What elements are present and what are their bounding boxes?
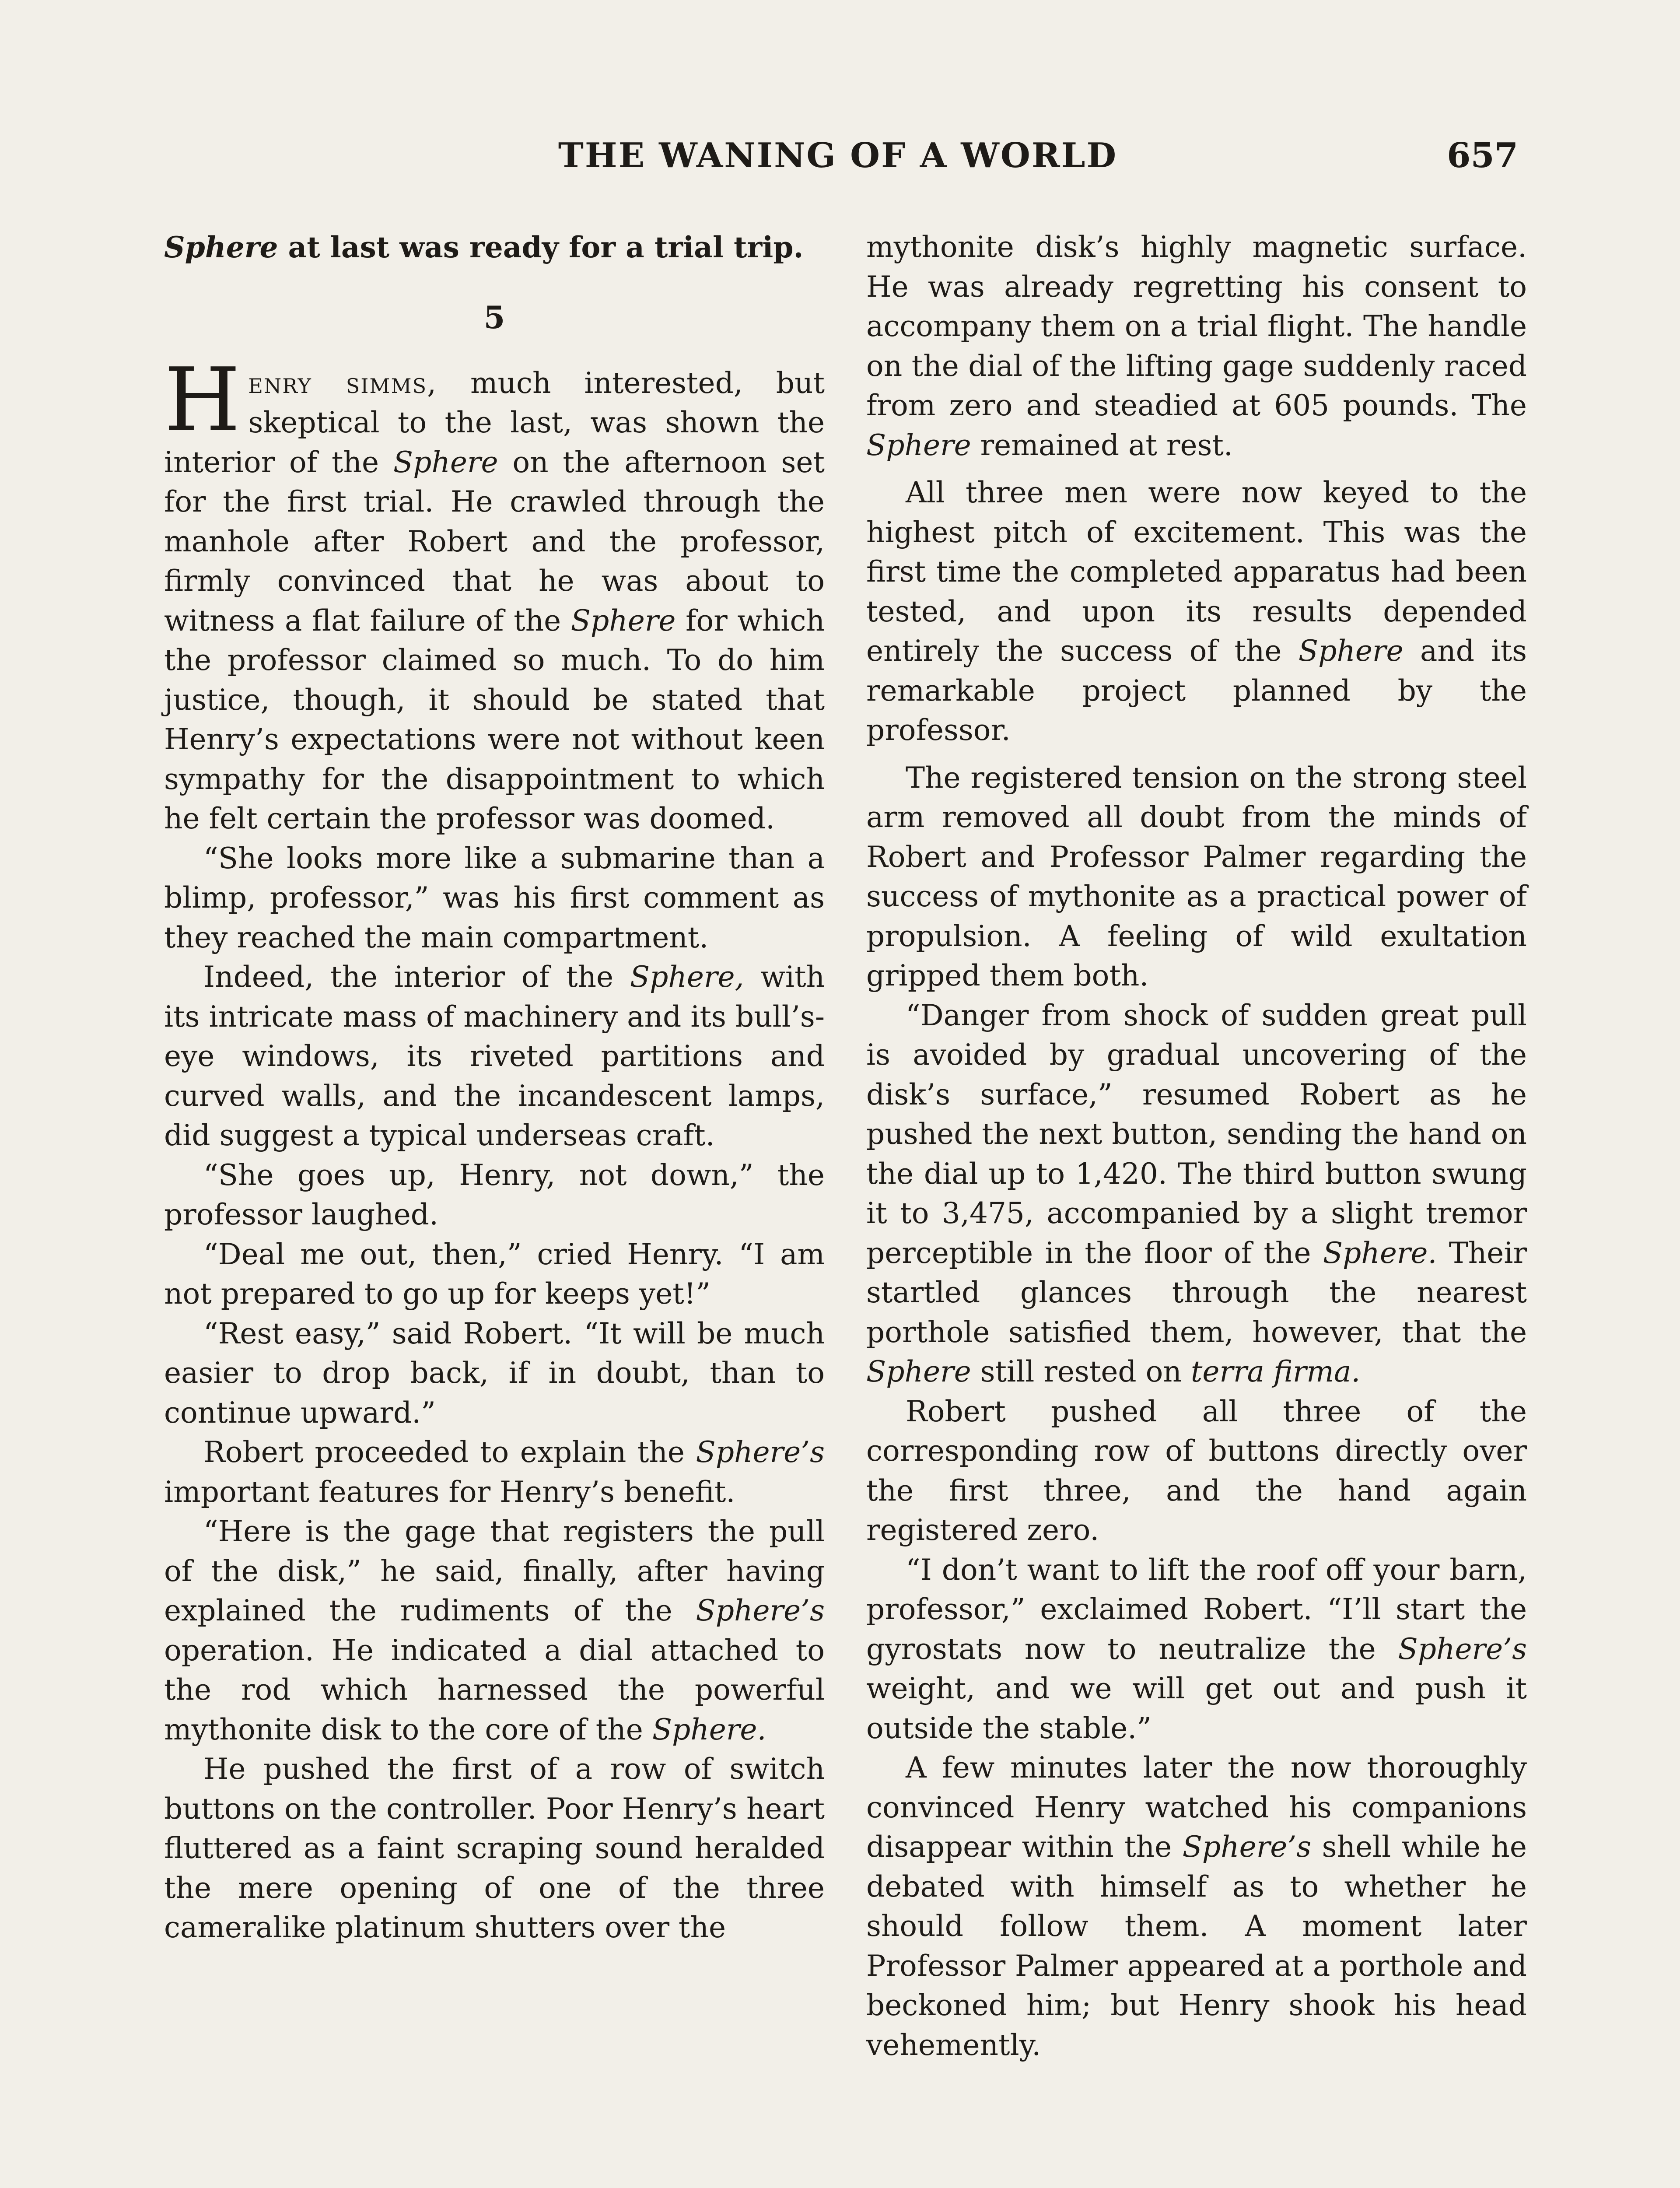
italic-run: Sphere’s <box>1182 1830 1312 1864</box>
italic-run: Sphere. <box>652 1712 766 1746</box>
opening-line <box>164 228 825 267</box>
text-run: for which the professor claimed so much. To do him justice, though, it should be stated that Henry’s expectations were not without keen sympathy for the disappointment to which he felt certain the professor was doomed. <box>164 603 825 835</box>
text-run: on the afternoon set for the first trial. He crawled through the manhole after Robert and the professor, firmly convinced that he was about to witness a flat failure of the <box>164 445 825 638</box>
paragraph <box>164 349 825 839</box>
page-number: 657 <box>1447 136 1518 175</box>
italic-run: terra firma. <box>1190 1355 1361 1389</box>
left-column <box>164 228 825 1948</box>
italic-run: Sphere’s <box>696 1435 825 1469</box>
text-run: Indeed, the interior of the <box>203 960 630 994</box>
italic-run: Sphere. <box>1323 1236 1437 1270</box>
drop-cap: H <box>164 349 241 451</box>
paragraph <box>866 1748 1527 2065</box>
paragraph: He pushed the first of a row of switch buttons on the controller. Poor Henry’s heart fluttered as a faint scraping sound heralded the mere opening of one of the three cameralike platinum shutters over the <box>164 1752 825 1944</box>
text-run: mythonite disk’s highly magnetic surface. He was already regretting his consent to accompany them on a trial flight. The handle on the dial of the lifting gage suddenly raced from zero and steadied at 605 pounds. The <box>866 230 1527 422</box>
section-number: 5 <box>483 299 505 336</box>
text-run: “Danger from shock of sudden great pull is avoided by gradual uncovering of the disk’s surface,” resumed Robert as he pushed the next button, sending the hand on the dial up to 1,420. The third button swung it to 3,475, accompanied by a slight tremor perceptible in the floor of the <box>866 998 1527 1270</box>
text-run: shell while he debated with himself as to whether he should follow them. A moment later Professor Palmer appeared at a porthole and beckoned him; but Henry shook his head vehemently. <box>866 1830 1527 2062</box>
small-caps-lead: enry simms, <box>248 366 438 400</box>
paragraph: The registered tension on the strong steel arm removed all doubt from the minds of Robert and Professor Palmer regarding the success of mythonite as a practical power of propulsion. A feeling of wild exultation gripped them both. <box>866 761 1527 992</box>
paragraph: Robert pushed all three of the corresponding row of buttons directly over the first three, and the hand again registered zero. <box>866 1394 1527 1547</box>
paragraph: “She goes up, Henry, not down,” the professor laughed. <box>164 1158 825 1231</box>
right-column <box>866 228 1527 2065</box>
text-run: operation. He indicated a dial attached to the rod which harnessed the powerful mythonite disk to the core of the <box>164 1633 825 1746</box>
running-title: THE WANING OF A WORLD <box>558 136 1118 175</box>
paragraph: “She looks more like a submarine than a blimp, professor,” was his first comment as they reached the main compartment. <box>164 841 825 954</box>
paragraph <box>164 1433 825 1512</box>
paragraph: “Deal me out, then,” cried Henry. “I am not prepared to go up for keeps yet!” <box>164 1237 825 1311</box>
text-run: still rested on <box>971 1355 1191 1389</box>
text-run: with its intricate mass of machinery and its bull’s-eye windows, its riveted partitions and curved walls, and the incandescent lamps, did suggest a typical underseas craft. <box>164 960 825 1152</box>
paragraph <box>866 1550 1527 1749</box>
paragraph: “Rest easy,” said Robert. “It will be much easier to drop back, if in doubt, than to continue upward.” <box>164 1316 825 1430</box>
italic-run: Sphere <box>866 428 971 462</box>
text-run: weight, and we will get out and push it outside the stable.” <box>866 1672 1527 1745</box>
text-run: A few minutes later the now thoroughly convinced Henry watched his companions disappear within the <box>866 1751 1527 1864</box>
page-header <box>158 123 1518 193</box>
italic-run: Sphere’s <box>1398 1632 1527 1666</box>
paragraph <box>866 228 1527 465</box>
text-run: Their startled glances through the nearest porthole satisfied them, however, that the <box>866 1236 1527 1349</box>
paragraph <box>164 957 825 1156</box>
italic-run: Sphere <box>393 445 498 479</box>
italic-run: Sphere <box>1298 634 1404 668</box>
italic-run: Sphere, <box>630 960 744 994</box>
text-run: “Here is the gage that registers the pull of the disk,” he said, finally, after having explained the rudiments of the <box>164 1515 825 1627</box>
text-run: and its remarkable project planned by the professor. <box>866 634 1527 747</box>
text-run: remained at rest. <box>971 428 1233 462</box>
italic-run: Sphere <box>570 603 676 638</box>
opening-emphasis: Sphere <box>164 230 278 264</box>
italic-run: Sphere <box>866 1355 971 1389</box>
text-run: All three men were now keyed to the highest pitch of excitement. This was the first time the completed apparatus had been tested, and upon its results depended entirely the success of the <box>866 476 1527 668</box>
text-run: much interested, but skeptical to the last, was shown the interior of the <box>164 366 825 479</box>
paragraph <box>866 473 1527 750</box>
opening-text: at last was ready for a trial trip. <box>278 230 804 264</box>
text-run: important features for Henry’s benefit. <box>164 1475 735 1509</box>
text-run: “I don’t want to lift the roof off your barn, professor,” exclaimed Robert. “I’ll start the gyrostats now to neutralize the <box>866 1553 1527 1666</box>
paragraph <box>866 996 1527 1392</box>
text-run: Robert proceeded to explain the <box>203 1435 696 1469</box>
paragraph <box>164 1512 825 1750</box>
italic-run: Sphere’s <box>696 1594 825 1627</box>
